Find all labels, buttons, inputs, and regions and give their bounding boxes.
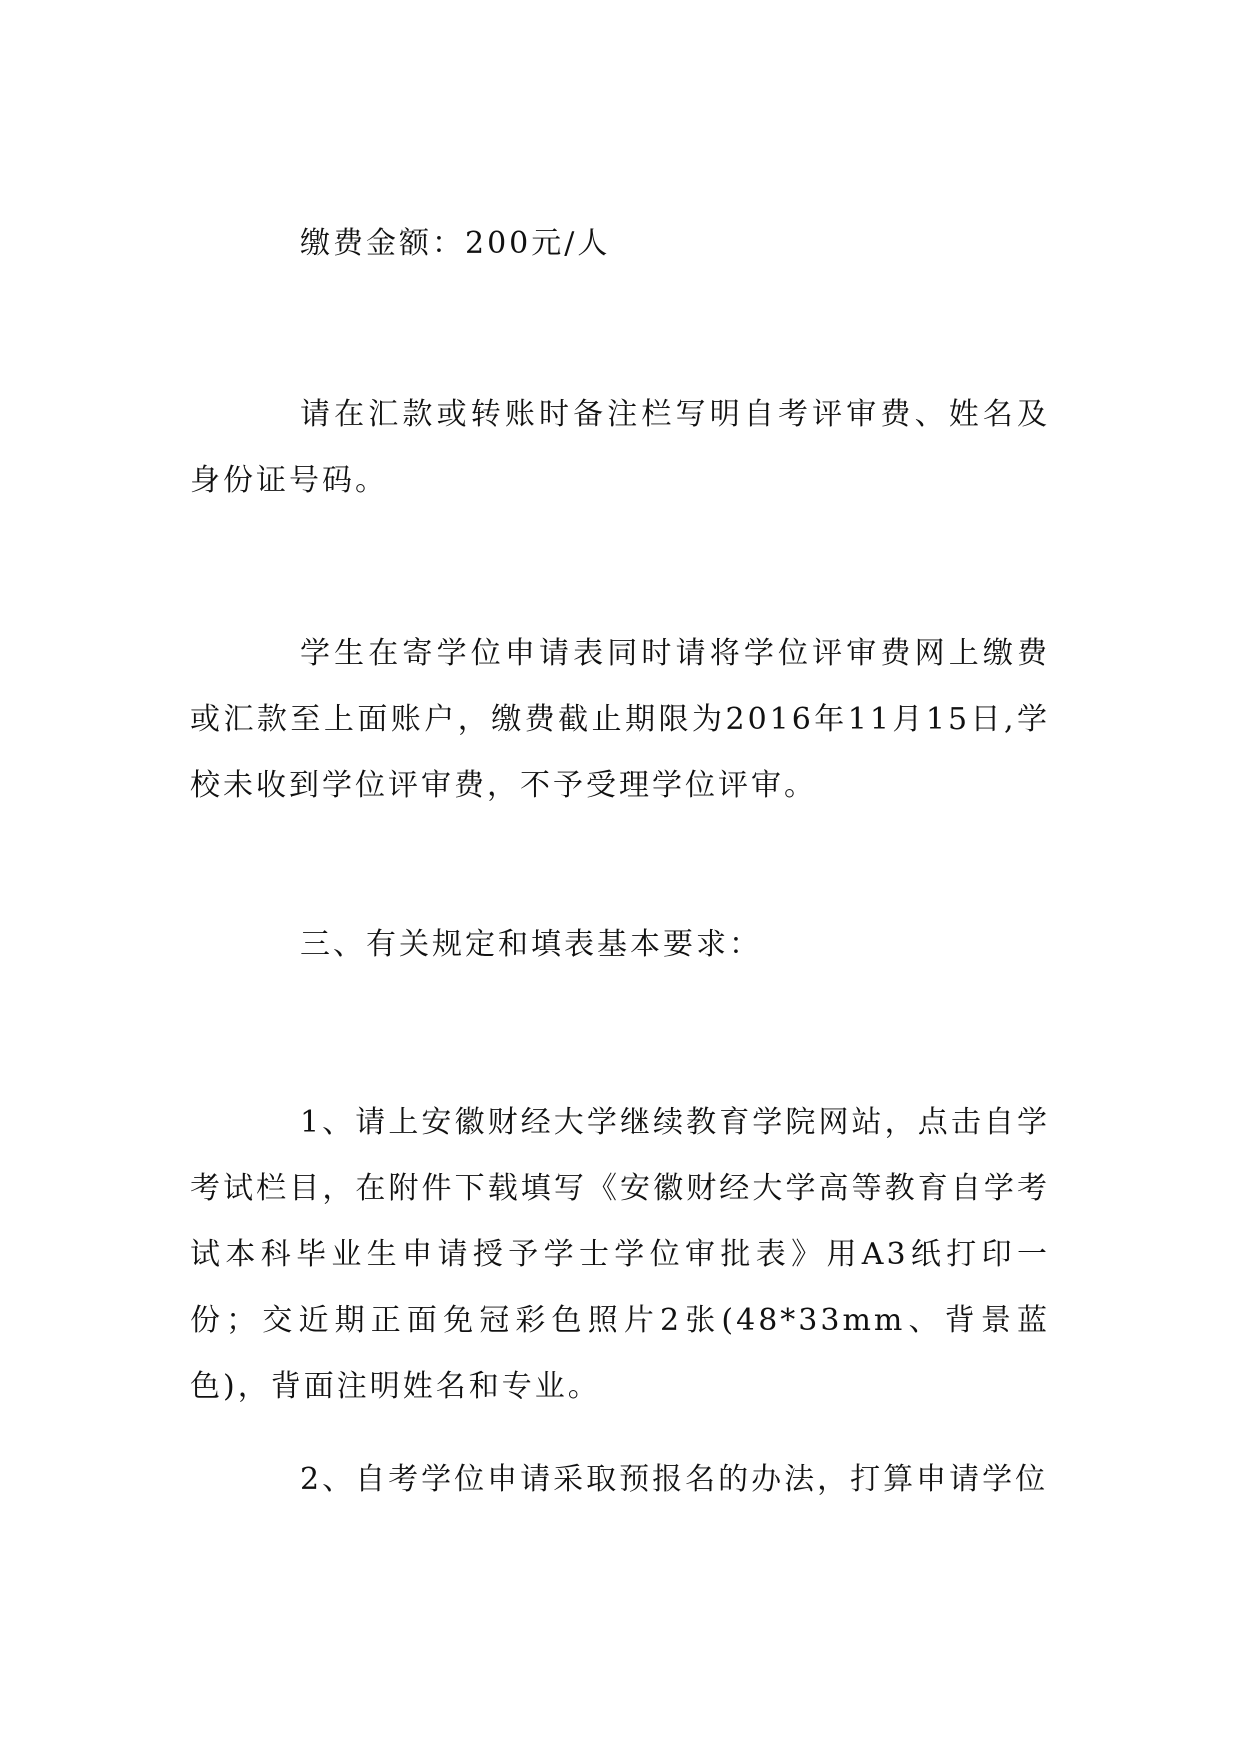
requirement-item-2: 2、自考学位申请采取预报名的办法，打算申请学位 bbox=[300, 1462, 1049, 1497]
payment-amount-paragraph: 缴费金额：200元/人 bbox=[300, 226, 611, 261]
requirement-item-1: 1、请上安徽财经大学继续教育学院网站，点击自学考试栏目，在附件下载填写《安徽财经大学高等教育自学考试本科毕业生申请授予学士学位审批表》用A3纸打印一份；交近期正面免冠彩色照片2张(48*33mm、背景蓝色)，背面注明姓名和专业。 bbox=[190, 1105, 1050, 1404]
remittance-note-paragraph: 请在汇款或转账时备注栏写明自考评审费、姓名及身份证号码。 bbox=[190, 397, 1050, 498]
payment-deadline-paragraph: 学生在寄学位申请表同时请将学位评审费网上缴费或汇款至上面账户，缴费截止期限为2016年11月15日,学校未收到学位评审费，不予受理学位评审。 bbox=[190, 636, 1050, 803]
section-heading-requirements: 三、有关规定和填表基本要求： bbox=[300, 927, 762, 962]
